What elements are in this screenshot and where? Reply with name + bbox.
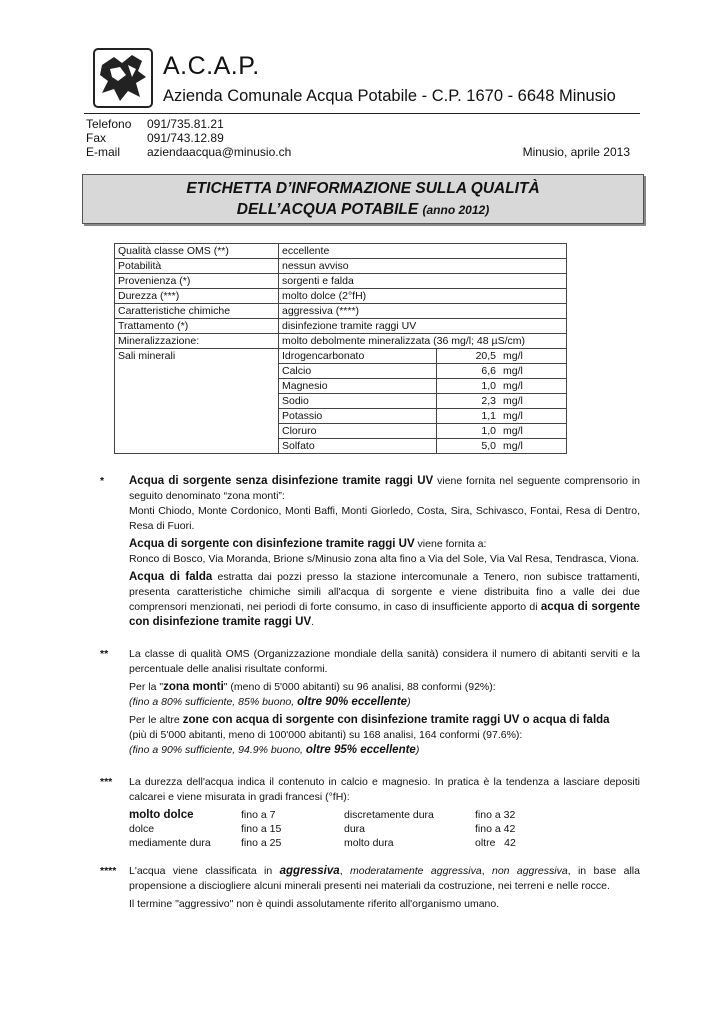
note-text: . [311,616,315,628]
title-year: (anno 2012) [422,203,490,217]
row-label: Trattamento (*) [115,319,279,334]
table-row [115,289,567,304]
row-label: Potabilità [115,259,279,274]
note-body [129,775,640,850]
note-1 [100,474,640,633]
row-label: Qualità classe OMS (**) [115,244,279,259]
note-italic: non aggressiva [491,865,568,877]
contact-fax [86,131,291,145]
note-text: Per le altre [129,714,183,726]
note-text: , [481,865,492,877]
mineral-unit: mg/l [499,394,567,409]
row-value: molto debolmente mineralizzata (36 mg/l; 48 µS/cm) [279,334,567,349]
note-marker: * [100,475,105,487]
contact-phone [86,117,291,131]
note-text: (più di 5'000 abitanti, meno di 100'000 abitanti) su 168 analisi, 164 conformi (97.6%): [129,729,523,741]
mineral-value: 20,5 [437,349,500,364]
mineral-unit: mg/l [499,424,567,439]
note-text: Ronco di Bosco, Via Moranda, Brione s/Minusio zona alta fino a Via del Sole, Via Val Resa, Tendrasca, Viona. [129,553,640,565]
note-text: Per la " [129,681,164,693]
note-text: La classe di qualità OMS (Organizzazione mondiale della sanità) considera il numero di abitanti serviti e la percentuale delle analisi risultate conformi. [129,648,640,675]
org-name: A.C.A.P. [163,52,260,80]
hardness-cell: oltre 42 [475,837,516,849]
note-text: Monti Chiodo, Monte Cordonico, Monti Baffi, Monti Giorledo, Costa, Sira, Schivasco, Fontai, Resa di Dentro, Resa di Fuori. [129,505,640,532]
mineral-value: 5,0 [437,439,500,454]
row-label: Sali minerali [115,349,279,454]
hardness-cell: fino a 42 [475,823,516,835]
contact-value: 091/743.12.89 [147,131,224,145]
note-marker: ** [100,648,109,660]
row-label: Caratteristiche chimiche [115,304,279,319]
note-bold-italic: oltre 90% eccellente [297,696,408,708]
mineral-unit: mg/l [499,409,567,424]
mineral-unit: mg/l [499,379,567,394]
note-4 [100,864,640,915]
note-text: Il termine "aggressivo" non è quindi assolutamente riferito all'organismo umano. [129,898,500,910]
note-text: L'acqua viene classificata in [129,865,280,877]
mineral-name: Idrogencarbonato [279,349,437,364]
note-marker: **** [100,865,117,877]
hardness-cell: dolce [129,823,155,835]
note-text: , [339,865,350,877]
table-row [115,334,567,349]
note-bold: zone con acqua di sorgente con disinfezione tramite raggi UV o acqua di falda [182,714,610,726]
note-marker: *** [100,776,113,788]
contact-label: Fax [86,131,107,145]
notes-section [100,474,640,929]
mineral-name: Potassio [279,409,437,424]
hardness-cell: discretamente dura [344,809,434,821]
note-2 [100,647,640,761]
table-row [115,274,567,289]
row-label: Provenienza (*) [115,274,279,289]
row-label: Durezza (***) [115,289,279,304]
table-row [115,259,567,274]
note-body [129,474,640,633]
title-text: DELL’ACQUA POTABILE [236,201,419,218]
header-divider [84,113,640,114]
mineral-name: Magnesio [279,379,437,394]
note-bold: zona monti [163,681,224,693]
table-row [115,304,567,319]
row-value: aggressiva (****) [279,304,567,319]
note-bold: Acqua di sorgente senza disinfezione tramite raggi UV [129,475,434,487]
mineral-value: 2,3 [437,394,500,409]
contact-label: Telefono [86,117,132,131]
note-text: La durezza dell'acqua indica il contenuto in calcio e magnesio. In pratica è la tendenza a lasciare depositi calcarei e viene misurata in gradi francesi (°fH): [129,776,640,803]
contact-block [86,117,291,159]
row-value: nessun avviso [279,259,567,274]
row-value: molto dolce (2°fH) [279,289,567,304]
row-value: sorgenti e falda [279,274,567,289]
org-full-name: Azienda Comunale Acqua Potabile - C.P. 1670 - 6648 Minusio [163,87,616,105]
hardness-cell: fino a 32 [475,809,516,821]
hardness-grid [129,808,640,850]
note-3 [100,775,640,850]
quality-table [114,243,567,454]
mineral-name: Sodio [279,394,437,409]
note-bold: acqua di sorgente con disinfezione tramite raggi UV [129,601,640,628]
hardness-cell: mediamente dura [129,837,211,849]
note-body [129,647,640,761]
hardness-cell: molto dura [344,837,394,849]
contact-email [86,145,291,159]
mineral-unit: mg/l [499,364,567,379]
table-row [115,244,567,259]
acap-logo [92,47,154,109]
mineral-name: Solfato [279,439,437,454]
contact-value: 091/735.81.21 [147,117,224,131]
note-bold: Acqua di sorgente con disinfezione tramite raggi UV [129,538,415,550]
table-row [115,319,567,334]
note-text: estratta dai pozzi presso la stazione intercomunale a Tenero, non subisce trattamenti, presenta caratteristiche chimiche simili all'acqua di sorgente e viene distribuita fino a valle dei due comprensori menzionati, nei periodi di forte consumo, in caso di insufficiente apporto di [129,571,640,613]
mineral-unit: mg/l [499,439,567,454]
note-bold-italic: oltre 95% eccellente [305,744,416,756]
row-value: disinfezione tramite raggi UV [279,319,567,334]
contact-label: E-mail [86,145,121,159]
note-italic: (fino a 80% sufficiente, 85% buono, [129,696,298,708]
title-line-2 [83,199,643,221]
hardness-cell: fino a 25 [241,837,282,849]
mineral-name: Calcio [279,364,437,379]
mineral-value: 6,6 [437,364,500,379]
note-bold: Acqua di falda [129,571,213,583]
note-italic: ) [415,744,420,756]
contact-value[interactable]: aziendaacqua@minusio.ch [147,145,292,159]
title-line-1: ETICHETTA D’INFORMAZIONE SULLA QUALITÀ [186,180,540,197]
note-italic: (fino a 90% sufficiente, 94.9% buono, [129,744,306,756]
row-value: eccellente [279,244,567,259]
note-text: " (meno di 5'000 abitanti) su 96 analisi, 88 conformi (92%): [223,681,496,693]
note-italic: moderatamente aggressiva [349,865,482,877]
mineral-value: 1,0 [437,379,500,394]
note-text: viene fornita a: [414,538,487,550]
hardness-cell: fino a 15 [241,823,282,835]
note-body [129,864,640,915]
mineral-value: 1,1 [437,409,500,424]
mineral-value: 1,0 [437,424,500,439]
hardness-cell: dura [344,823,366,835]
mineral-unit: mg/l [499,349,567,364]
row-label: Mineralizzazione: [115,334,279,349]
note-italic: ) [407,696,411,708]
note-text: viene fornita nel seguente comprensorio in seguito denominato “zona monti”: [129,475,640,502]
mineral-row [115,349,567,364]
note-bold-italic: aggressiva [279,865,340,877]
document-date: Minusio, aprile 2013 [522,145,630,159]
mineral-name: Cloruro [279,424,437,439]
hardness-cell: molto dolce [129,809,194,821]
hardness-cell: fino a 7 [241,809,276,821]
note-text: , in base alla propensione a disciogliere alcuni minerali presenti nei materiali da costruzione, nei terreni e nelle rocce. [129,865,640,892]
document-title [82,174,644,224]
